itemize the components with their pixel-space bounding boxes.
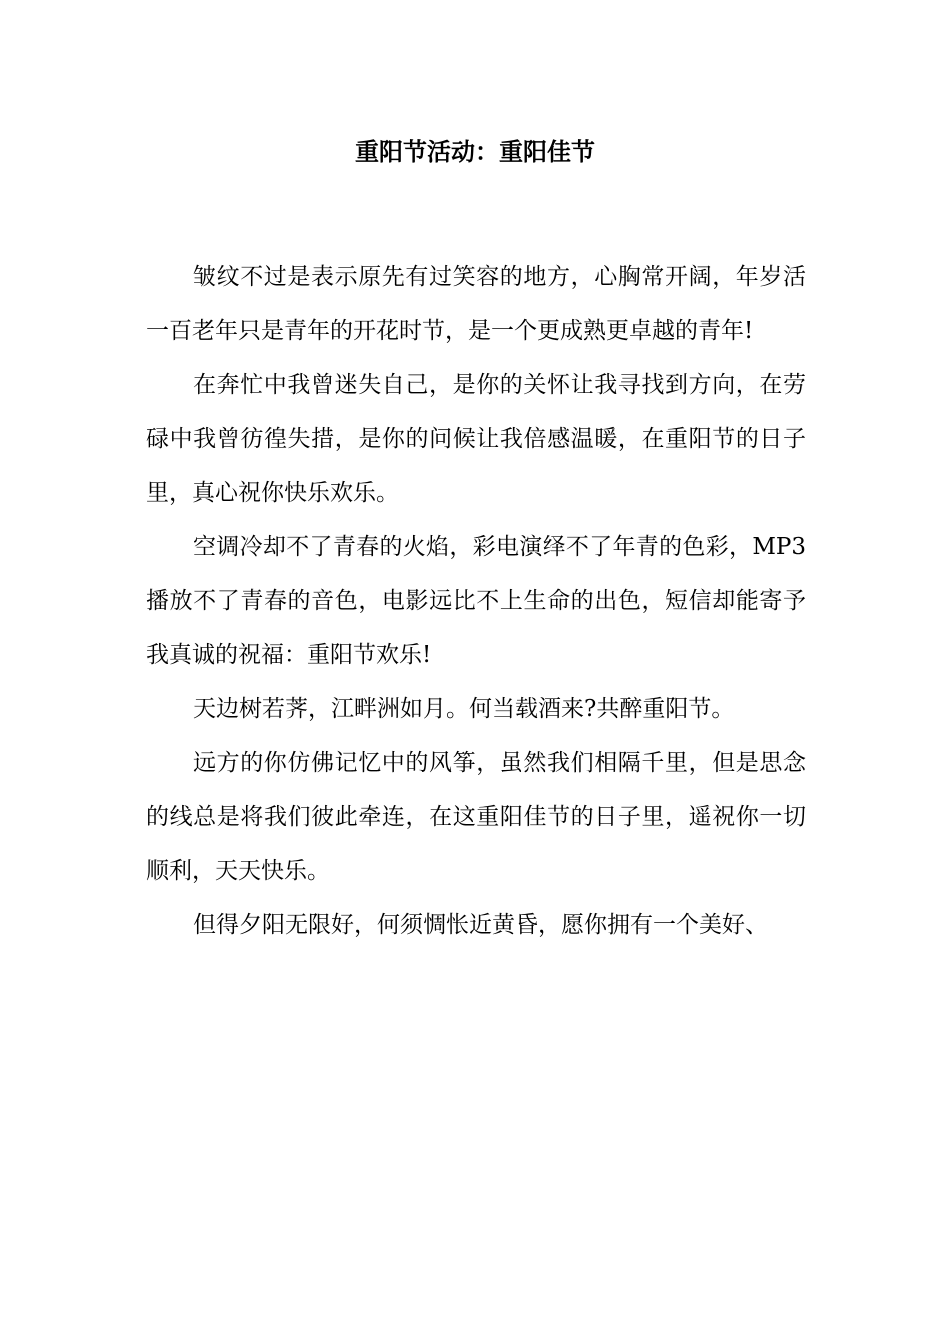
paragraph: 天边树若荠，江畔洲如月。何当载酒来?共醉重阳节。	[193, 696, 735, 722]
paragraph: 皱纹不过是表示原先有过笑容的地方，心胸常开阔，年岁活一百老年只是青年的开花时节，是一个更成熟更卓越的青年!	[146, 264, 806, 344]
paragraph: 远方的你仿佛记忆中的风筝，虽然我们相隔千里，但是思念的线总是将我们彼此牵连，在这重阳佳节的日子里，遥祝你一切顺利，天天快乐。	[146, 750, 806, 884]
paragraph: 但得夕阳无限好，何须惆怅近黄昏，愿你拥有一个美好、	[193, 912, 768, 938]
paragraph: 空调冷却不了青春的火焰，彩电演绎不了年青的色彩，MP3播放不了青春的音色，电影远比不上生命的出色，短信却能寄予我真诚的祝福：重阳节欢乐!	[146, 534, 806, 668]
paragraph: 在奔忙中我曾迷失自己，是你的关怀让我寻找到方向，在劳碌中我曾彷徨失措，是你的问候让我倍感温暖，在重阳节的日子里，真心祝你快乐欢乐。	[146, 372, 806, 506]
document-title: 重阳节活动：重阳佳节	[355, 137, 595, 166]
document-body	[146, 250, 806, 952]
